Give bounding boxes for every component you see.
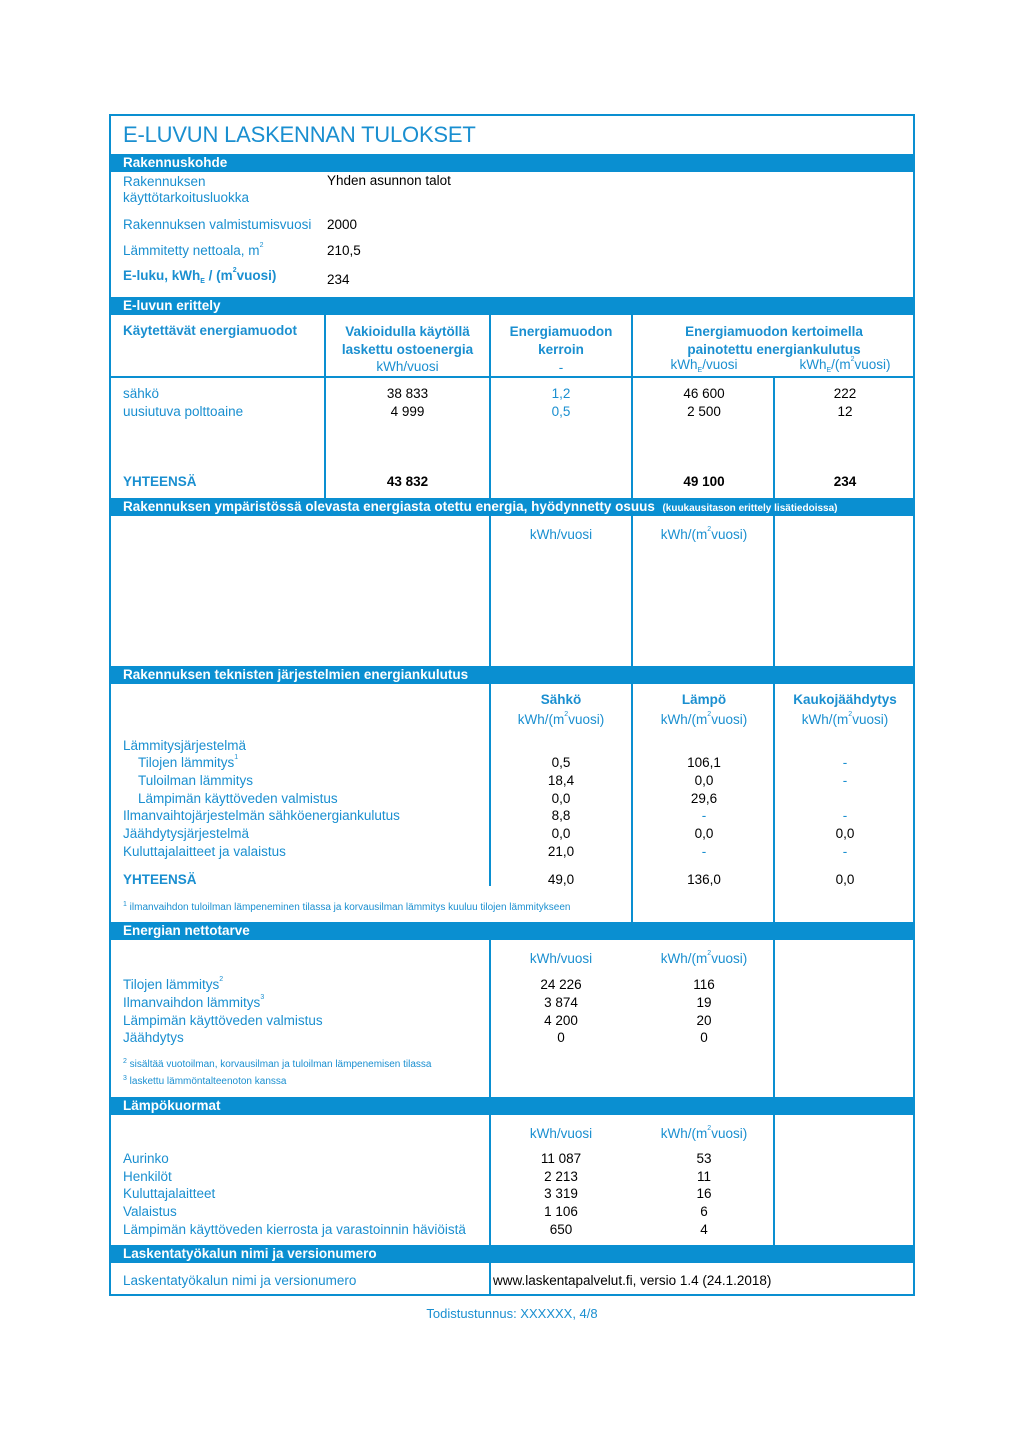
system-row-name: Ilmanvaihtojärjestelmän sähköenergiankulutus — [123, 808, 400, 823]
load-row-per-m2: 16 — [696, 1186, 712, 1201]
energy-row-ostoenergia: 4 999 — [390, 404, 425, 419]
energy-row-painotettu: 46 600 — [683, 386, 725, 401]
section-band-lampokuormat: Lämpökuormat — [111, 1097, 913, 1115]
load-row-per-m2: 6 — [700, 1204, 708, 1219]
load-row-kwh: 2 213 — [544, 1169, 578, 1184]
system-row-kauko: 0,0 — [835, 826, 855, 841]
col-unit: kWh/$(m^2vuosi)$ — [517, 711, 605, 727]
page-title: E-LUVUN LASKENNAN TULOKSET — [123, 122, 476, 147]
system-row-sahko: 18,4 — [547, 773, 575, 788]
demand-row-kwh: 3 874 — [544, 995, 578, 1010]
system-row-lampo: - — [701, 808, 707, 823]
system-total-lampo: 136,0 — [687, 872, 721, 887]
unit-kwh-vuosi: kWh/vuosi — [529, 1126, 593, 1141]
load-row-kwh: 650 — [549, 1222, 573, 1237]
load-row-per-m2: 4 — [700, 1222, 708, 1237]
demand-row-name: Tilojen lämmitys$^2$ — [123, 976, 224, 992]
col-unit-kerroin: - — [558, 360, 564, 375]
energy-row-painotettu: 2 500 — [687, 404, 721, 419]
energy-row-per-m2: 12 — [837, 404, 853, 419]
system-total-kauko: 0,0 — [835, 872, 855, 887]
section-band-nettotarve: Energian nettotarve — [111, 922, 913, 940]
document-id-footer: Todistustunnus: XXXXXX, 4/8 — [426, 1306, 598, 1321]
demand-row-kwh: 24 226 — [540, 977, 582, 992]
label-nettoala: Lämmitetty nettoala, $m^2$ — [123, 242, 264, 258]
demand-row-per-m2: 116 — [693, 977, 715, 992]
demand-row-per-m2: 20 — [696, 1013, 712, 1028]
load-row-name: Kuluttajalaitteet — [123, 1186, 216, 1201]
demand-row-name: Lämpimän käyttöveden valmistus — [123, 1013, 323, 1028]
load-row-kwh: 1 106 — [544, 1204, 578, 1219]
col-header-painotettu: Energiamuodon kertoimella painotettu energiankulutus — [685, 324, 863, 357]
load-row-kwh: 3 319 — [544, 1186, 578, 1201]
group-lammitysjarjestelma: Lämmitysjärjestelmä — [123, 738, 247, 753]
col-unit: kWh/$(m^2vuosi)$ — [660, 711, 748, 727]
col-header-sahko: Sähkö — [540, 692, 582, 707]
system-row-kauko: - — [842, 755, 848, 770]
energy-total-ostoenergia: 43 832 — [386, 474, 429, 489]
load-row-name: Valaistus — [123, 1204, 177, 1219]
system-row-kauko: - — [842, 844, 848, 859]
energy-total-painotettu: 49 100 — [683, 474, 725, 489]
system-row-lampo: - — [701, 844, 707, 859]
value-nettoala: 210,5 — [327, 243, 361, 258]
demand-row-name: Jäähdytys — [123, 1030, 184, 1045]
system-row-lampo: 106,1 — [687, 755, 721, 770]
label-e-luku: E-luku, $kWh_E / (m^2vuosi)$ — [123, 267, 277, 285]
system-row-sahko: 21,0 — [547, 844, 575, 859]
system-row-lampo: 29,6 — [690, 791, 718, 806]
energy-row-kerroin: 1,2 — [551, 386, 571, 401]
col-header-ostoenergia: Vakioidulla käytöllä laskettu ostoenergia — [341, 324, 474, 357]
section-band-tekniset-jarjestelmat: Rakennuksen teknisten järjestelmien energiankulutus — [111, 666, 913, 684]
col-header-energiamuodot: Käytettävät energiamuodot — [123, 323, 298, 338]
energy-row-per-m2: 222 — [833, 386, 857, 401]
system-row-name: Tilojen lämmitys$^1$ — [138, 754, 239, 770]
energy-total-label: YHTEENSÄ — [123, 474, 197, 489]
load-row-per-m2: 11 — [696, 1169, 711, 1184]
load-row-name: Lämpimän käyttöveden kierrosta ja varastoinnin häviöistä — [123, 1222, 466, 1237]
energy-total-per-m2: 234 — [833, 474, 857, 489]
label-valmistumisvuosi: Rakennuksen valmistumisvuosi — [123, 217, 312, 232]
value-kayttotarkoitusluokka: Yhden asunnon talot — [327, 173, 451, 188]
load-row-name: Henkilöt — [123, 1169, 172, 1184]
label-kayttotarkoitusluokka: Rakennuksen käyttötarkoitusluokka — [123, 174, 250, 205]
col-header-lampo: Lämpö — [681, 692, 727, 707]
demand-row-per-m2: 0 — [700, 1030, 708, 1045]
footnote-1: $^1$ ilmanvaihdon tuloilman lämpeneminen tilassa ja korvausilman lämmitys kuuluu tilojen lämmitykseen — [123, 901, 571, 913]
value-valmistumisvuosi: 2000 — [327, 217, 358, 232]
col-unit-painotettu-vuosi: kWh$_E$/vuosi — [670, 357, 738, 374]
tool-label: Laskentatyökalun nimi ja versionumero — [123, 1273, 357, 1288]
system-row-sahko: 8,8 — [551, 808, 571, 823]
system-row-sahko: 0,5 — [551, 755, 571, 770]
energy-row-ostoenergia: 38 833 — [386, 386, 429, 401]
demand-row-kwh: 0 — [557, 1030, 565, 1045]
energy-row-kerroin: 0,5 — [551, 404, 571, 419]
system-row-name: Kuluttajalaitteet ja valaistus — [123, 844, 286, 859]
section-band-rakennuskohde: Rakennuskohde — [111, 154, 913, 172]
footnote-3: $^3$ laskettu lämmöntalteenoton kanssa — [123, 1075, 287, 1087]
col-unit: kWh/$(m^2vuosi)$ — [801, 711, 889, 727]
load-row-per-m2: 53 — [696, 1151, 712, 1166]
unit-kwh-m2: kWh/$(m^2vuosi)$ — [660, 1125, 748, 1141]
unit-kwh-vuosi: kWh/vuosi — [529, 527, 593, 542]
system-row-name: Lämpimän käyttöveden valmistus — [138, 791, 338, 806]
demand-row-name: Ilmanvaihdon lämmitys$^3$ — [123, 994, 265, 1010]
system-row-kauko: - — [842, 808, 848, 823]
unit-kwh-m2: kWh/$(m^2vuosi)$ — [660, 526, 748, 542]
footnote-2: $^2$ sisältää vuotoilman, korvausilman ja tuloilman lämpenemisen tilassa — [123, 1058, 432, 1070]
energy-row-name: sähkö — [123, 386, 160, 401]
tool-value: www.laskentapalvelut.fi, versio 1.4 (24.1.2018) — [493, 1273, 772, 1288]
col-unit-ostoenergia: kWh/vuosi — [376, 359, 439, 374]
unit-kwh-m2: kWh/$(m^2vuosi)$ — [660, 950, 748, 966]
section-band-erittely: E-luvun erittely — [111, 297, 913, 315]
divider — [489, 1263, 491, 1296]
section-band-laskentatyokalu: Laskentatyökalun nimi ja versionumero — [111, 1245, 913, 1263]
load-row-name: Aurinko — [123, 1151, 169, 1166]
system-total-sahko: 49,0 — [547, 872, 575, 887]
load-row-kwh: 11 087 — [540, 1151, 582, 1166]
demand-row-kwh: 4 200 — [544, 1013, 578, 1028]
col-header-kaukojaahdytys: Kaukojäähdytys — [793, 692, 897, 707]
system-row-sahko: 0,0 — [551, 791, 571, 806]
results-page — [109, 114, 915, 1296]
value-e-luku: 234 — [327, 272, 350, 287]
col-header-kerroin: Energiamuodon kerroin — [509, 324, 613, 357]
system-row-name: Jäähdytysjärjestelmä — [123, 826, 250, 841]
system-row-lampo: 0,0 — [694, 826, 714, 841]
col-unit-painotettu-m2: $kWh_E/(m^2vuosi)$ — [799, 356, 891, 374]
divider — [111, 376, 913, 378]
system-total-label: YHTEENSÄ — [123, 872, 197, 887]
unit-kwh-vuosi: kWh/vuosi — [529, 951, 593, 966]
system-row-sahko: 0,0 — [551, 826, 571, 841]
demand-row-per-m2: 19 — [696, 995, 712, 1010]
system-row-name: Tuloilman lämmitys — [138, 773, 254, 788]
section-band-ymparisto: Rakennuksen ympäristössä olevasta energiasta otettu energia, hyödynnetty osuus (kuukausitason erittely lisätiedoissa) — [111, 498, 913, 516]
energy-row-name: uusiutuva polttoaine — [123, 404, 244, 419]
system-row-lampo: 0,0 — [694, 773, 714, 788]
system-row-kauko: - — [842, 773, 848, 788]
